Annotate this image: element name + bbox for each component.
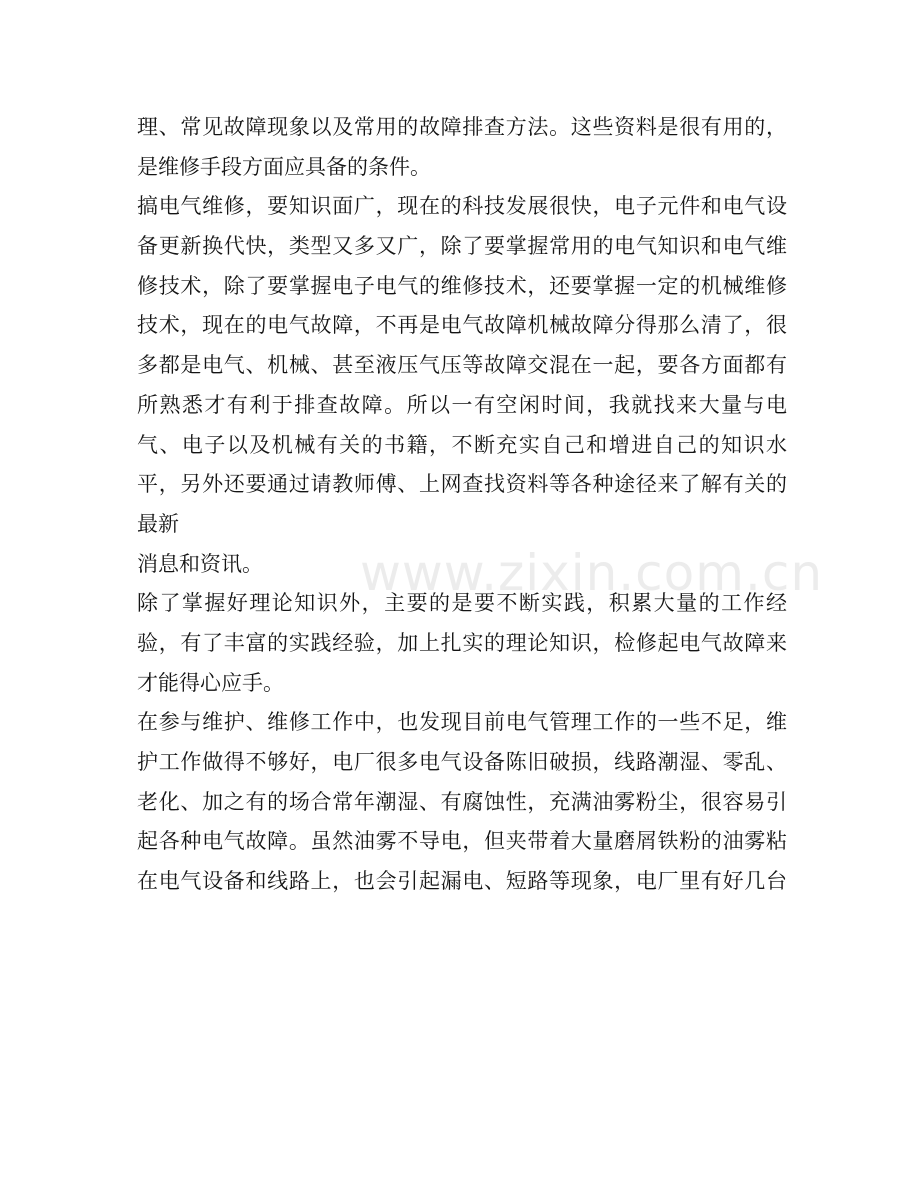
- text-line-15: 才能得心应手。: [137, 670, 284, 695]
- text-line-8: 所熟悉才有利于排查故障。所以一有空闲时间，我就找来大量与电: [137, 392, 787, 417]
- text-line-5: 修技术，除了要掌握电子电气的维修技术，还要掌握一定的机械维修: [137, 273, 787, 298]
- text-line-1: 理、常见故障现象以及常用的故障排查方法。这些资料是很有用的，: [137, 115, 787, 139]
- text-line-19: 起各种电气故障。虽然油雾不导电，但夹带着大量磨屑铁粉的油雾粘: [137, 829, 787, 854]
- text-line-10: 平，另外还要通过请教师傅、上网查找资料等各种途径来了解有关的: [137, 472, 787, 497]
- text-line-9: 气、电子以及机械有关的书籍，不断充实自己和增进自己的知识水: [137, 432, 787, 457]
- text-line-7: 多都是电气、机械、甚至液压气压等故障交混在一起，要各方面都有: [137, 353, 787, 378]
- text-line-13: 除了掌握好理论知识外，主要的是要不断实践，积累大量的工作经: [137, 591, 787, 616]
- document-body: [137, 108, 787, 902]
- text-line-4: 备更新换代快，类型又多又广，除了要掌握常用的电气知识和电气维: [137, 234, 787, 259]
- text-line-11: 最新: [137, 511, 179, 536]
- text-line-3: 搞电气维修，要知识面广，现在的科技发展很快，电子元件和电气设: [137, 194, 787, 219]
- text-line-18: 老化、加之有的场合常年潮湿、有腐蚀性，充满油雾粉尘，很容易引: [137, 789, 787, 814]
- text-line-14: 验，有了丰富的实践经验，加上扎实的理论知识，检修起电气故障来: [137, 630, 787, 655]
- text-line-17: 护工作做得不够好，电厂很多电气设备陈旧破损，线路潮湿、零乱、: [137, 750, 787, 774]
- watermark: www.zixin.com.cn: [360, 544, 824, 602]
- text-line-12: 消息和资讯。: [137, 551, 263, 576]
- text-line-6: 技术，现在的电气故障，不再是电气故障机械故障分得那么清了，很: [137, 313, 787, 338]
- text-line-16: 在参与维护、维修工作中，也发现目前电气管理工作的一些不足，维: [137, 710, 787, 735]
- text-line-20: 在电气设备和线路上，也会引起漏电、短路等现象，电厂里有好几台: [137, 869, 787, 894]
- text-line-2: 是维修手段方面应具备的条件。: [137, 154, 431, 179]
